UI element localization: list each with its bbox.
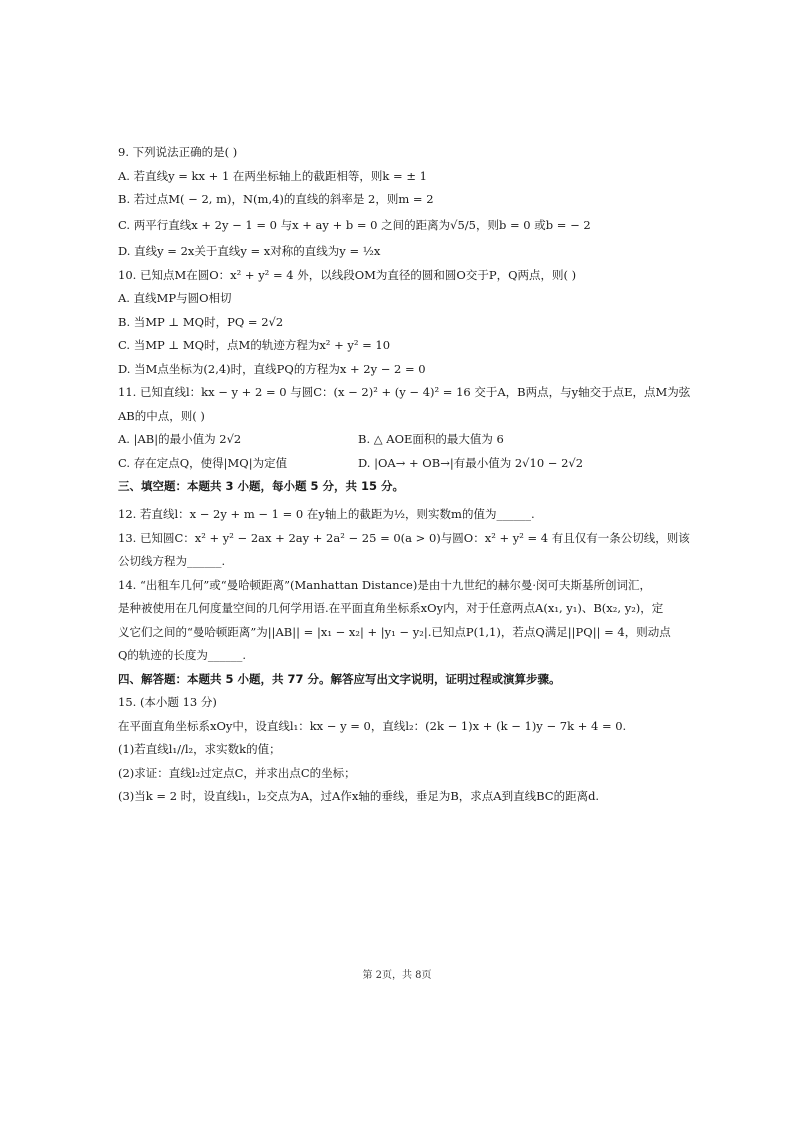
q9-option-d: D. 直线y = 2x关于直线y = x对称的直线为y = ½x (118, 243, 381, 258)
q11-options-row2 (118, 452, 678, 476)
q10-stem: 10. 已知点M在圆O：x² + y² = 4 外，以线段OM为直径的圆和圆O交于P，Q两点，则( ) (118, 267, 577, 282)
q11-stem-line1: 11. 已知直线l：kx − y + 2 = 0 与圆C：(x − 2)² + (y − 4)² = 16 交于A，B两点，与y轴交于点E，点M为弦 (118, 385, 691, 399)
q11-stem-line2: AB的中点，则( ) (118, 408, 205, 423)
section-4-heading: 四、解答题：本题共 5 小题，共 77 分。解答应写出文字说明，证明过程或演算步骤。 (118, 671, 561, 686)
q10-option-a: A. 直线MP与圆O相切 (118, 291, 232, 305)
q11-option-b: B. △ AOE面积的最大值为 6 (358, 432, 504, 446)
q11-options-row1 (118, 428, 678, 452)
q9-stem: 9. 下列说法正确的是( ) (118, 145, 238, 159)
q9-option-b: B. 若过点M( − 2, m)，N(m,4)的直线的斜率是 2，则m = 2 (118, 192, 434, 206)
q15-part-1: (1)若直线l₁//l₂，求实数k的值； (118, 742, 281, 756)
q15-stem: 在平面直角坐标系xOy中，设直线l₁：kx − y = 0，直线l₂：(2k − 1)x + (k − 1)y − 7k + 4 = 0. (118, 718, 627, 733)
q11-option-d: D. |OA→ + OB→|有最小值为 2√10 − 2√2 (358, 455, 584, 470)
q11-option-c: C. 存在定点Q，使得|MQ|为定值 (118, 455, 288, 470)
q15-part-3: (3)当k = 2 时，设直线l₁，l₂交点为A，过A作x轴的垂线，垂足为B，求点A到直线BC的距离d. (118, 789, 600, 803)
section-3-heading: 三、填空题：本题共 3 小题，每小题 5 分，共 15 分。 (118, 479, 405, 493)
q13-line2: 公切线方程为______. (118, 554, 226, 568)
q11-option-a: A. |AB|的最小值为 2√2 (118, 432, 242, 446)
page-footer: 第 2页，共 8页 (362, 970, 432, 981)
q12-text: 12. 若直线l：x − 2y + m − 1 = 0 在y轴上的截距为½，则实数m的值为______. (118, 506, 535, 521)
q9-option-a: A. 若直线y = kx + 1 在两坐标轴上的截距相等，则k = ± 1 (118, 168, 427, 183)
q10-option-d: D. 当M点坐标为(2,4)时，直线PQ的方程为x + 2y − 2 = 0 (118, 361, 426, 376)
page-content (118, 141, 691, 809)
q14-line2: 是种被使用在几何度量空间的几何学用语.在平面直角坐标系xOy内，对于任意两点A(x₁, y₁)、B(x₂, y₂)，定 (118, 601, 664, 615)
q15-heading: 15. (本小题 13 分) (118, 695, 217, 709)
q9-option-c: C. 两平行直线x + 2y − 1 = 0 与x + ay + b = 0 之间的距离为√5/5，则b = 0 或b = − 2 (118, 217, 591, 232)
q10-option-c: C. 当MP ⊥ MQ时，点M的轨迹方程为x² + y² = 10 (118, 338, 391, 352)
q10-option-b: B. 当MP ⊥ MQ时，PQ = 2√2 (118, 314, 284, 329)
q14-line1: 14. “出租车几何”或“曼哈顿距离”(Manhattan Distance)是由十九世纪的赫尔曼·闵可夫斯基所创词汇， (118, 577, 651, 592)
q14-line4: Q的轨迹的长度为______. (118, 648, 247, 662)
q15-part-2: (2)求证：直线l₂过定点C，并求出点C的坐标； (118, 765, 356, 780)
q13-line1: 13. 已知圆C：x² + y² − 2ax + 2ay + 2a² − 25 = 0(a > 0)与圆O：x² + y² = 4 有且仅有一条公切线，则该 (118, 530, 690, 545)
q14-line3: 义它们之间的“曼哈顿距离”为||AB|| = |x₁ − x₂| + |y₁ − y₂|.已知点P(1,1)，若点Q满足||PQ|| = 4，则动点 (118, 624, 671, 639)
